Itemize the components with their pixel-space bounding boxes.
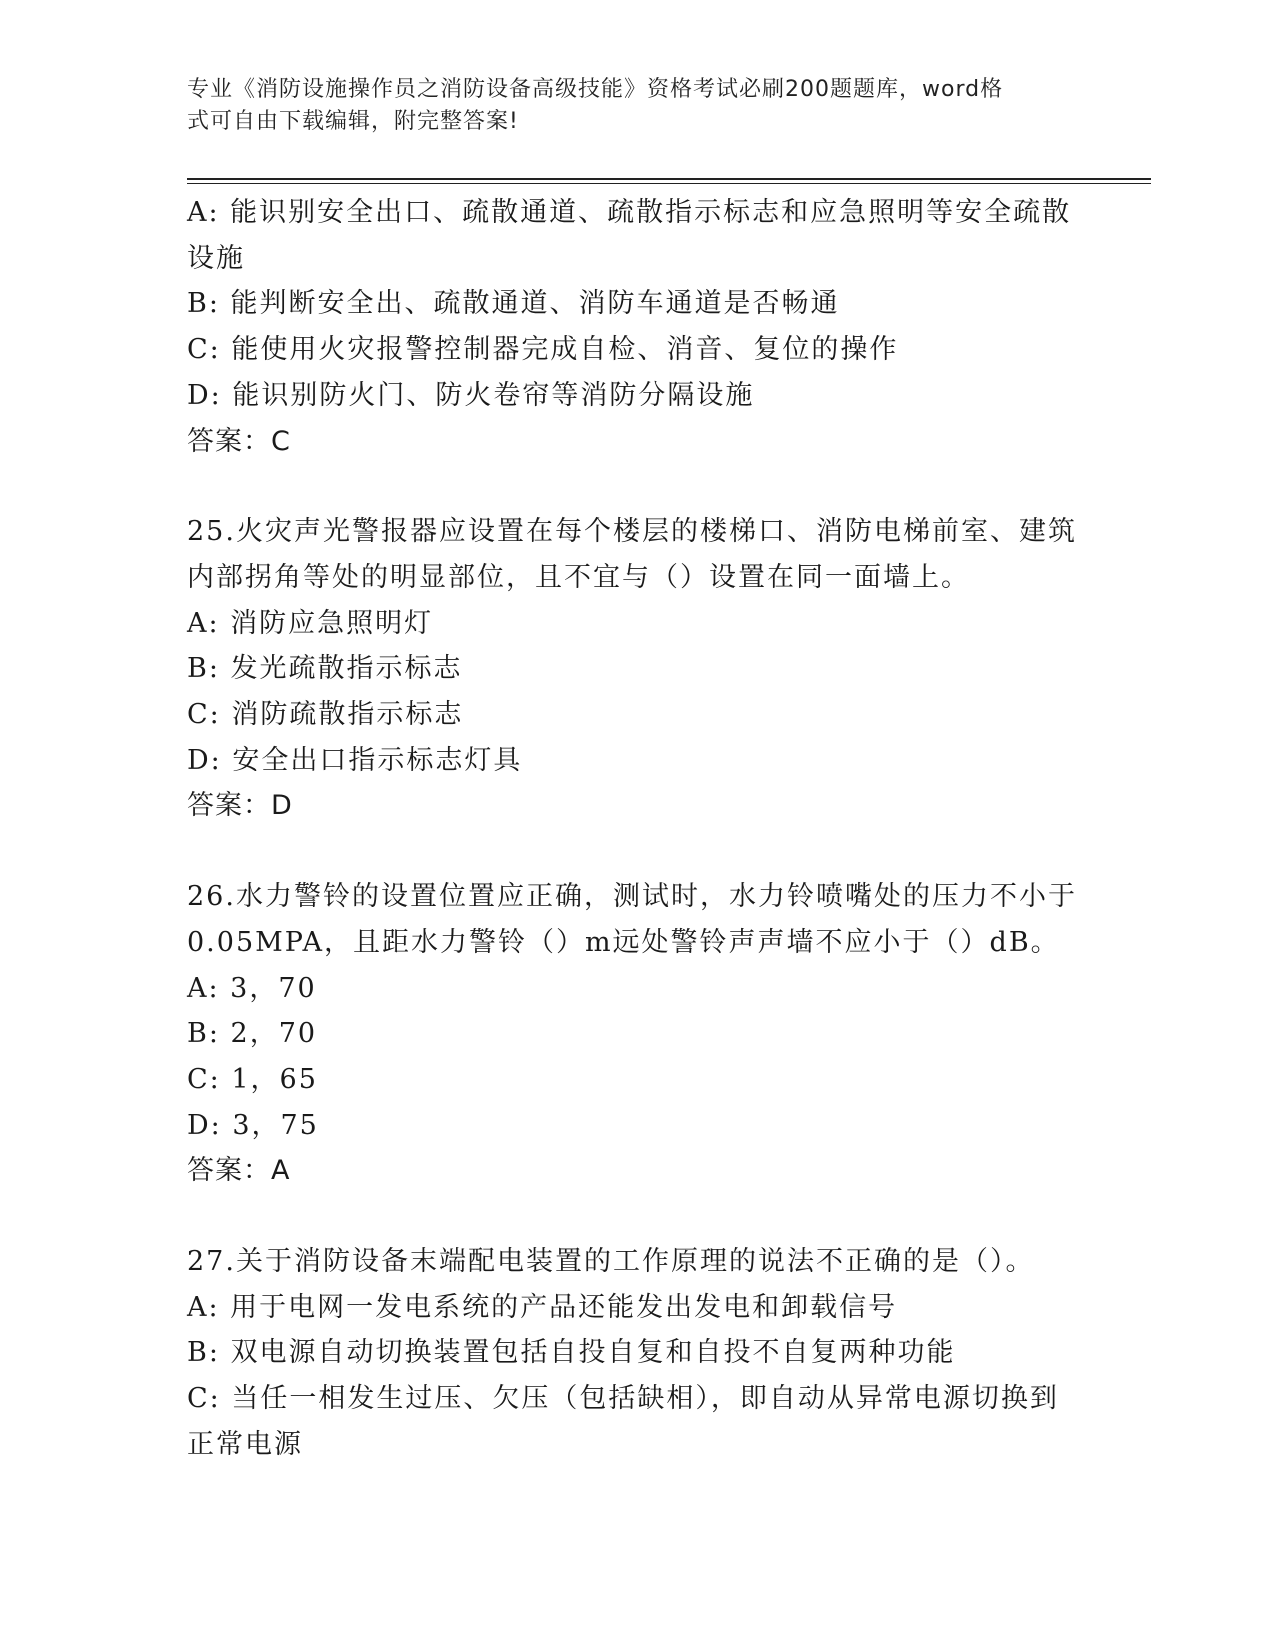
q25-option-a: A: 消防应急照明灯 [187, 607, 434, 639]
question-content [187, 190, 1077, 1468]
q24-option-b: B: 能判断安全出、疏散通道、消防车通道是否畅通 [187, 288, 840, 320]
q26-option-a: A: 3，70 [187, 972, 317, 1004]
q24-option-a-line-2: 设施 [187, 242, 245, 274]
q25-question-line-1: 25.火灾声光警报器应设置在每个楼层的楼梯口、消防电梯前室、建筑 [187, 516, 1077, 548]
header-line-1: 专业《消防设施操作员之消防设备高级技能》资格考试必刷200题题库，word格 [187, 77, 1004, 102]
question-24-block [187, 190, 1072, 464]
q26-option-c: C: 1，65 [187, 1063, 318, 1095]
q26-question-line-1: 26.水力警铃的设置位置应正确，测试时，水力铃喷嘴处的压力不小于 [187, 881, 1077, 913]
question-25-block [187, 509, 1077, 829]
q25-option-b: B: 发光疏散指示标志 [187, 653, 463, 685]
spacer [187, 1194, 1067, 1239]
q26-option-d: D: 3，75 [187, 1109, 319, 1141]
q26-answer: 答案：A [187, 1155, 291, 1187]
spacer [187, 464, 1067, 509]
question-26-block [187, 874, 1077, 1194]
question-27-block [187, 1239, 1067, 1468]
q26-question-line-2: 0.05MPA，且距水力警铃（）m远处警铃声声墙不应小于（）dB。 [187, 926, 1060, 958]
q25-question-line-2: 内部拐角等处的明显部位，且不宜与（）设置在同一面墙上。 [187, 561, 970, 593]
q27-option-c-line-1: C: 当任一相发生过压、欠压（包括缺相），即自动从异常电源切换到 [187, 1383, 1059, 1415]
q24-option-c: C: 能使用火灾报警控制器完成自检、消音、复位的操作 [187, 334, 899, 366]
header-line-2: 式可自由下载编辑，附完整答案! [187, 109, 519, 134]
q27-option-a: A: 用于电网一发电系统的产品还能发出发电和卸载信号 [187, 1291, 898, 1323]
q27-option-b: B: 双电源自动切换装置包括自投自复和自投不自复两种功能 [187, 1337, 956, 1369]
q27-question-line-1: 27.关于消防设备末端配电装置的工作原理的说法不正确的是（）。 [187, 1246, 1035, 1278]
q25-answer: 答案：D [187, 790, 293, 822]
spacer [187, 829, 1067, 874]
q26-option-b: B: 2，70 [187, 1018, 318, 1050]
header-divider-thick [187, 178, 1151, 180]
q24-option-d: D: 能识别防火门、防火卷帘等消防分隔设施 [187, 379, 755, 411]
document-header [187, 74, 1067, 138]
q27-option-c-line-2: 正常电源 [187, 1428, 303, 1460]
q25-option-d: D: 安全出口指示标志灯具 [187, 744, 523, 776]
q24-option-a-line-1: A: 能识别安全出口、疏散通道、疏散指示标志和应急照明等安全疏散 [187, 197, 1072, 228]
header-divider-thin [187, 183, 1151, 184]
q25-option-c: C: 消防疏散指示标志 [187, 699, 464, 731]
q24-answer: 答案：C [187, 425, 291, 457]
